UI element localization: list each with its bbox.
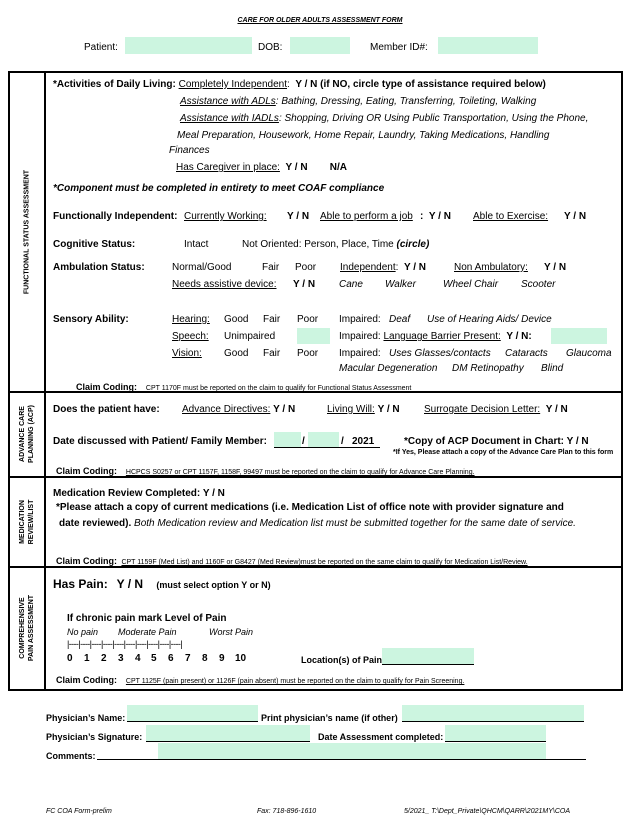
pain-level-8[interactable]: 8 bbox=[202, 653, 208, 664]
date-completed-label: Date Assessment completed: bbox=[318, 732, 444, 742]
med-review-completed[interactable]: Medication Review Completed: Y / N bbox=[53, 488, 225, 499]
device-wheel-chair[interactable]: Wheel Chair bbox=[443, 279, 499, 290]
assist-iadls-text: : Shopping, Driving OR Using Public Transportation, Using the Phone, bbox=[278, 113, 589, 124]
pain-scale-line: |----|----|----|----|----|----|----|----|----|----| bbox=[67, 639, 183, 649]
vision-label: Vision: bbox=[172, 348, 202, 359]
amb-poor[interactable]: Poor bbox=[295, 262, 317, 273]
physician-signature-label: Physician’s Signature: bbox=[46, 732, 143, 742]
physician-name-field[interactable] bbox=[127, 705, 258, 721]
adl-yn[interactable]: Y / N (if NO, circle type of assistance required below) bbox=[295, 79, 546, 90]
date-month-field[interactable] bbox=[274, 432, 301, 447]
completely-independent-label: Completely Independent bbox=[178, 79, 288, 90]
able-exercise-label: Able to Exercise: bbox=[473, 211, 549, 222]
speech-unimpaired[interactable]: Unimpaired bbox=[224, 331, 276, 342]
ambulation-label: Ambulation Status: bbox=[53, 262, 145, 273]
no-pain-label: No pain bbox=[67, 627, 99, 637]
physician-name-label: Physician’s Name: bbox=[46, 713, 126, 723]
has-pain-yn[interactable]: Y / N bbox=[116, 577, 144, 591]
caregiver-na[interactable]: N/A bbox=[329, 162, 348, 173]
advance-directives-label: Advance Directives: bbox=[182, 404, 271, 415]
patient-label: Patient: bbox=[84, 42, 118, 53]
footer-path: 5/2021_ T:\Dept_Private\QHCM\QARR\2021MY\COA bbox=[404, 808, 570, 815]
med-claim-text: CPT 1159F (Med List) and 1160F or G8427 (Med Review)must be reported on the same claim to qualify for Medication List/Review. bbox=[121, 559, 528, 566]
chronic-pain-label: If chronic pain mark Level of Pain bbox=[67, 613, 227, 624]
print-name-field[interactable] bbox=[402, 705, 584, 721]
independent-label: Independent bbox=[340, 262, 396, 273]
vision-blind[interactable]: Blind bbox=[541, 363, 564, 374]
form-title: CARE FOR OLDER ADULTS ASSESSMENT FORM bbox=[237, 17, 403, 24]
assist-adls-label: Assistance with ADLs bbox=[180, 96, 276, 107]
pain-level-10[interactable]: 10 bbox=[235, 653, 247, 664]
assist-iadls-label: Assistance with IADLs bbox=[180, 113, 279, 124]
speech-label: Speech: bbox=[172, 331, 209, 342]
living-will-yn[interactable]: Y / N bbox=[377, 404, 400, 415]
has-caregiver-label: Has Caregiver in place: bbox=[176, 162, 280, 173]
patient-field[interactable] bbox=[125, 37, 252, 54]
does-have-label: Does the patient have: bbox=[53, 404, 160, 415]
vision-good[interactable]: Good bbox=[224, 348, 249, 359]
comments-label: Comments: bbox=[46, 751, 96, 761]
currently-working-label: Currently Working: bbox=[184, 211, 267, 222]
pain-level-6[interactable]: 6 bbox=[168, 653, 174, 664]
vision-dm-retinopathy[interactable]: DM Retinopathy bbox=[452, 363, 524, 374]
physician-signature-field[interactable] bbox=[146, 725, 310, 741]
functional-side-label: FUNCTIONAL STATUS ASSESSMENT bbox=[23, 169, 31, 295]
functional-claim-label: Claim Coding: bbox=[76, 382, 137, 392]
language-barrier-field[interactable] bbox=[551, 328, 607, 344]
pain-level-4[interactable]: 4 bbox=[135, 653, 141, 664]
pain-level-3[interactable]: 3 bbox=[118, 653, 124, 664]
pain-level-1[interactable]: 1 bbox=[84, 653, 90, 664]
date-discussed-label: Date discussed with Patient/ Family Member: bbox=[53, 436, 267, 447]
vision-glaucoma[interactable]: Glaucoma bbox=[566, 348, 612, 359]
vision-fair[interactable]: Fair bbox=[263, 348, 281, 359]
pain-level-2[interactable]: 2 bbox=[101, 653, 107, 664]
if-yes-note: *If Yes, Please attach a copy of the Advance Care Plan to this form bbox=[393, 449, 614, 456]
advance-directives-yn[interactable]: Y / N bbox=[273, 404, 296, 415]
circle-note: (circle) bbox=[396, 239, 430, 250]
worst-pain-label: Worst Pain bbox=[209, 627, 254, 637]
caregiver-yn[interactable]: Y / N bbox=[285, 162, 308, 173]
date-day-field[interactable] bbox=[308, 432, 339, 447]
hearing-impaired-label: Impaired: bbox=[339, 314, 381, 325]
copy-acp-label[interactable]: *Copy of ACP Document in Chart: Y / N bbox=[404, 436, 589, 447]
iadls-continued-1: Meal Preparation, Housework, Home Repair, Laundry, Taking Medications, Handling bbox=[177, 130, 550, 141]
sensory-label: Sensory Ability: bbox=[53, 314, 129, 325]
pain-level-9[interactable]: 9 bbox=[219, 653, 225, 664]
hearing-aids[interactable]: Use of Hearing Aids/ Device bbox=[427, 314, 552, 325]
hearing-label: Hearing: bbox=[172, 314, 210, 325]
dob-field[interactable] bbox=[290, 37, 350, 54]
job-yn[interactable]: Y / N bbox=[428, 211, 451, 222]
device-cane[interactable]: Cane bbox=[339, 279, 363, 290]
hearing-good[interactable]: Good bbox=[224, 314, 249, 325]
med-attach-line2b: Both Medication review and Medication list must be submitted together for the same date of service. bbox=[134, 518, 576, 529]
needs-device-label: Needs assistive device: bbox=[172, 279, 277, 290]
med-claim-label: Claim Coding: bbox=[56, 556, 117, 566]
surrogate-label: Surrogate Decision Letter: bbox=[424, 404, 541, 415]
acp-claim-text: HCPCS S0257 or CPT 1157F, 1158F, 99497 must be reported on the claim to qualify for Advance Care Planning. bbox=[125, 469, 475, 476]
func-indep-label: Functionally Independent: bbox=[53, 211, 178, 222]
med-attach-line1: *Please attach a copy of current medications (i.e. Medication List of office note with provider signature and bbox=[56, 502, 564, 513]
cognitive-label: Cognitive Status bbox=[53, 239, 132, 250]
independent-yn[interactable]: Y / N bbox=[403, 262, 427, 273]
has-pain-label: Has Pain: bbox=[53, 577, 108, 591]
device-walker[interactable]: Walker bbox=[385, 279, 416, 290]
date-year: 2021 bbox=[352, 436, 375, 447]
vision-poor[interactable]: Poor bbox=[297, 348, 319, 359]
adl-label: *Activities of Daily Living: bbox=[53, 79, 176, 90]
language-barrier-yn[interactable]: Y / N: bbox=[506, 331, 532, 342]
hearing-fair[interactable]: Fair bbox=[263, 314, 281, 325]
footer-left: FC COA Form-prelim bbox=[46, 808, 112, 815]
working-yn[interactable]: Y / N bbox=[287, 211, 310, 222]
member-id-field[interactable] bbox=[438, 37, 538, 54]
vision-impaired-label: Impaired: bbox=[339, 348, 381, 359]
amb-fair[interactable]: Fair bbox=[262, 262, 280, 273]
needs-device-yn[interactable]: Y / N bbox=[293, 279, 316, 290]
vision-glasses[interactable]: Uses Glasses/contacts bbox=[389, 348, 491, 359]
assist-adls-text: : Bathing, Dressing, Eating, Transferring, Toileting, Walking bbox=[275, 96, 537, 107]
cognitive-not-oriented[interactable]: Not Oriented: Person, Place, Time bbox=[242, 239, 394, 250]
functional-claim-text: CPT 1170F must be reported on the claim to qualify for Functional Status Assessment bbox=[145, 385, 412, 392]
pain-claim-label: Claim Coding: bbox=[56, 675, 117, 685]
able-job-label: Able to perform a job bbox=[320, 211, 413, 222]
pain-side-label: COMPREHENSIVE PAIN ASSESSMENT bbox=[19, 594, 35, 662]
member-id-label: Member ID#: bbox=[370, 42, 428, 53]
cognitive-intact[interactable]: Intact bbox=[184, 239, 209, 250]
surrogate-yn[interactable]: Y / N bbox=[545, 404, 568, 415]
date-completed-field[interactable] bbox=[445, 725, 546, 741]
footer-fax: Fax: 718-896-1610 bbox=[257, 808, 317, 815]
pain-level-5[interactable]: 5 bbox=[151, 653, 157, 664]
location-label: Location(s) of Pain bbox=[301, 655, 382, 665]
speech-impaired-label: Impaired: bbox=[339, 331, 381, 342]
pain-level-0[interactable]: 0 bbox=[67, 653, 73, 664]
device-scooter[interactable]: Scooter bbox=[521, 279, 556, 290]
amb-normal-good[interactable]: Normal/Good bbox=[172, 262, 232, 273]
location-field[interactable] bbox=[382, 648, 474, 664]
vision-macular[interactable]: Macular Degeneration bbox=[339, 363, 438, 374]
acp-side-label: ADVANCE CARE PLANNING (ACP) bbox=[19, 405, 35, 463]
dob-label: DOB: bbox=[258, 42, 283, 53]
speech-field[interactable] bbox=[297, 328, 330, 344]
acp-claim-label: Claim Coding: bbox=[56, 466, 117, 476]
print-name-label: Print physician’s name (if other) bbox=[261, 713, 398, 723]
med-attach-line2a: date reviewed). bbox=[59, 518, 132, 529]
must-select-note: (must select option Y or N) bbox=[156, 580, 271, 590]
language-barrier-label: Language Barrier Present: bbox=[383, 331, 501, 342]
vision-cataracts[interactable]: Cataracts bbox=[505, 348, 548, 359]
medication-side-label: MEDICATION REVIEW/LIST bbox=[19, 499, 35, 545]
living-will-label: Living Will: bbox=[327, 404, 375, 415]
component-note: *Component must be completed in entirety to meet COAF compliance bbox=[53, 183, 385, 194]
moderate-pain-label: Moderate Pain bbox=[118, 627, 177, 637]
pain-level-7[interactable]: 7 bbox=[185, 653, 191, 664]
iadls-continued-2: Finances bbox=[169, 145, 210, 156]
exercise-yn[interactable]: Y / N bbox=[564, 211, 587, 222]
hearing-deaf[interactable]: Deaf bbox=[389, 314, 411, 325]
non-ambulatory-yn[interactable]: Y / N bbox=[544, 262, 567, 273]
comments-field[interactable] bbox=[158, 743, 546, 759]
pain-claim-text: CPT 1125F (pain present) or 1126F (pain absent) must be reported on the claim to qualify for Pain Screening. bbox=[125, 678, 465, 685]
non-ambulatory-label: Non Ambulatory: bbox=[454, 262, 528, 273]
hearing-poor[interactable]: Poor bbox=[297, 314, 319, 325]
